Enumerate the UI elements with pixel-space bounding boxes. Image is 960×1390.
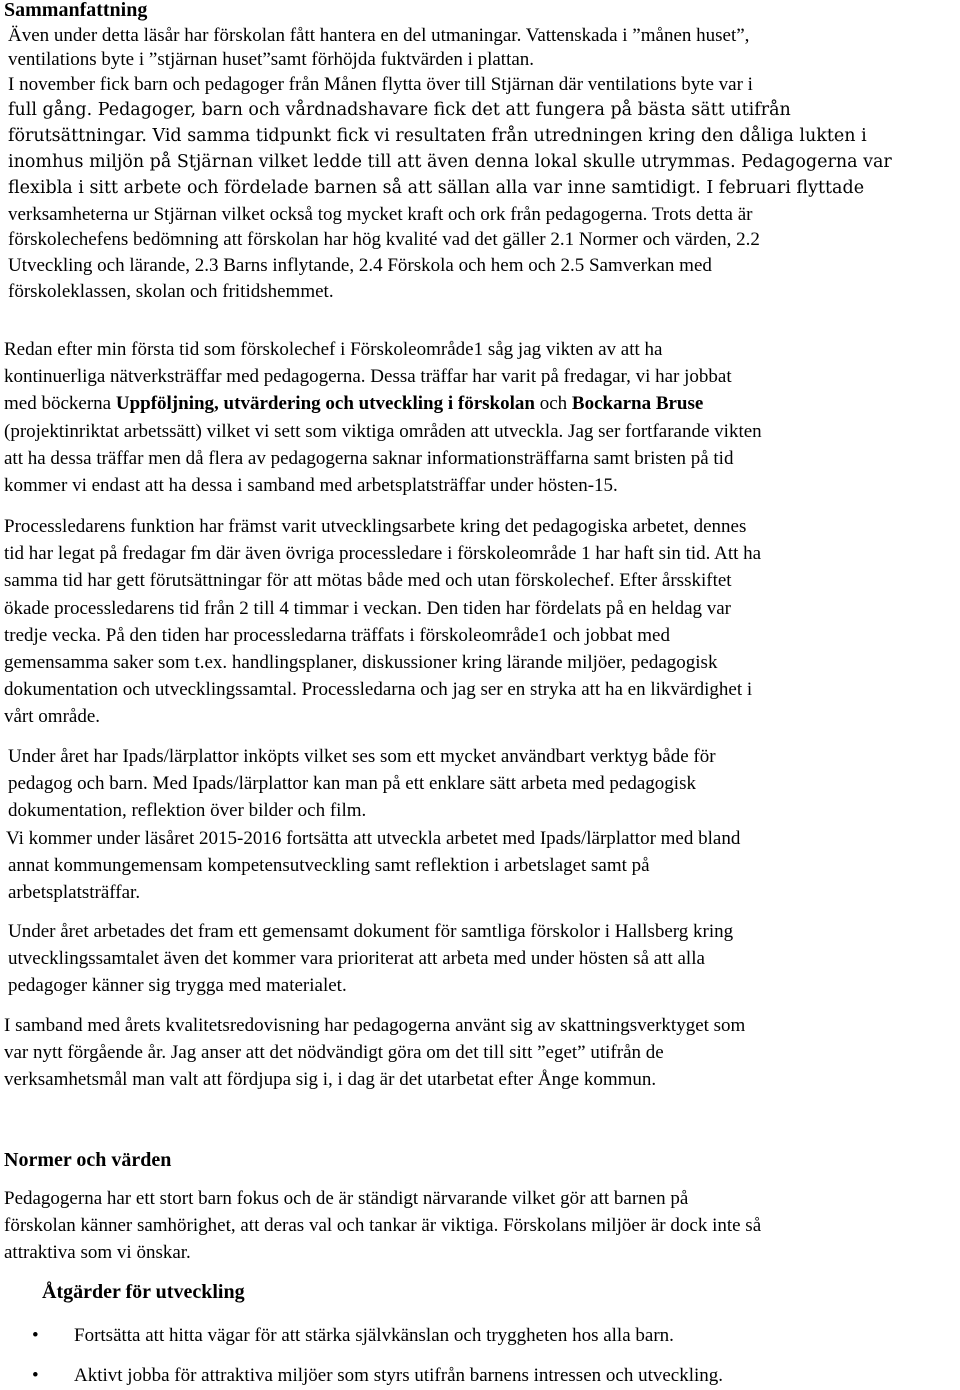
quality-line: verksamhetsmål man valt att fördjupa sig i, i dag är det utarbetat efter Ånge kommun. — [4, 1069, 657, 1091]
summary-line: förutsättningar. Vid samma tidpunkt fick vi resultaten från utredningen kring den dåliga lukten i — [8, 126, 867, 147]
list-item-text: Aktivt jobba för attraktiva miljöer som styrs utifrån barnens intressen och utveckling. — [74, 1365, 724, 1386]
summary-line: inomhus miljön på Stjärnan vilket ledde till att även denna lokal skulle utrymmas. Pedagogerna var — [8, 152, 892, 172]
summary-line: förskoleklassen, skolan och fritidshemmet. — [8, 280, 334, 302]
quality-line: var nytt förgående år. Jag anser att det nödvändigt göra om det till sitt ”eget” utifrån de — [4, 1042, 664, 1064]
summary-line: verksamheterna ur Stjärnan vilket också tog mycket kraft och ork från pedagogerna. Trots detta är — [8, 203, 753, 225]
book-title-1: Uppföljning, utvärdering och utveckling i förskolan — [115, 393, 535, 415]
process-paragraph — [4, 513, 761, 731]
norms-line: förskolan känner samhörighet, att deras val och tankar är viktiga. Förskolans miljöer är dock inte så — [4, 1215, 762, 1237]
process-line: samma tid har gett förutsättningar för att mötas både med och utan förskolechef. Efter årsskiftet — [4, 570, 732, 592]
list-item-text: Fortsätta att hitta vägar för att stärka självkänslan och tryggheten hos alla barn. — [74, 1325, 674, 1346]
network-text: med böckerna — [4, 393, 116, 415]
document-paragraph — [8, 918, 733, 1000]
process-line: Processledarens funktion har främst varit utvecklingsarbete kring det pedagogiska arbetet, dennes — [4, 516, 747, 537]
norms-paragraph — [4, 1185, 761, 1267]
norms-line: attraktiva som vi önskar. — [4, 1242, 191, 1264]
ipads-line: Under året har Ipads/lärplattor inköpts vilket ses som ett mycket användbart verktyg både för — [8, 746, 716, 767]
quality-line: I samband med årets kvalitetsredovisning har pedagogerna använt sig av skattningsverktyget som — [4, 1015, 746, 1036]
network-line — [4, 390, 762, 417]
ipads-paragraph — [8, 743, 740, 906]
process-line: gemensamma saker som t.ex. handlingsplaner, diskussioner kring lärande miljöer, pedagogisk — [4, 652, 718, 674]
process-line: tredje vecka. På den tiden har processledarna träffats i förskoleområde1 och jobbat med — [4, 624, 670, 646]
network-line: Redan efter min första tid som förskolechef i Förskoleområde1 såg jag vikten av att ha — [4, 339, 663, 360]
network-line: att ha dessa träffar men då flera av pedagogerna saknar informationsträffarna samt bristen på tid — [4, 447, 734, 469]
ipads-line: Vi kommer under läsåret 2015-2016 fortsätta att utveckla arbetet med Ipads/lärplattor med bland — [6, 827, 741, 849]
document-line: utvecklingssamtalet även det kommer vara prioriterat att arbeta med under hösten så att alla — [8, 948, 705, 970]
summary-line: Utveckling och lärande, 2.3 Barns inflytande, 2.4 Förskola och hem och 2.5 Samverkan med — [8, 255, 712, 277]
network-line: (projektinriktat arbetssätt) vilket vi sett som viktiga områden att utveckla. Jag ser fortfarande vikten — [4, 420, 762, 442]
document-line: pedagoger känner sig trygga med materialet. — [8, 975, 347, 997]
summary-line: Även under detta läsår har förskolan fått hantera en del utmaningar. Vattenskada i ”månen huset”, — [8, 25, 750, 46]
summary-line: förskolechefens bedömning att förskolan har hög kvalité vad det gäller 2.1 Normer och värden, 2.2 — [8, 229, 760, 251]
norms-line: Pedagogerna har ett stort barn fokus och de är ständigt närvarande vilket gör att barnen på — [4, 1188, 689, 1209]
process-line: vårt område. — [4, 706, 101, 728]
ipads-line: annat kommungemensam kompetensutveckling samt reflektion i arbetslaget samt på — [8, 854, 650, 876]
process-line: tid har legat på fredagar fm där även övriga processledare i förskoleområde 1 har haft sin tid. Att ha — [4, 543, 762, 565]
summary-line: full gång. Pedagoger, barn och vårdnadshavare fick det att fungera på bästa sätt utifrån — [8, 100, 791, 121]
bullet-icon: • — [32, 1365, 39, 1386]
network-line: kommer vi endast att ha dessa i samband med arbetsplatsträffar under hösten-15. — [4, 475, 618, 497]
summary-line: ventilations byte i ”stjärnan huset”samt förhöjda fuktvärden i plattan. — [8, 49, 535, 71]
actions-heading: Åtgärder för utveckling — [42, 1281, 245, 1303]
document-line: Under året arbetades det fram ett gemensamt dokument för samtliga förskolor i Hallsberg kring — [8, 921, 734, 942]
network-text: och — [534, 393, 572, 415]
ipads-line: arbetsplatsträffar. — [8, 882, 141, 904]
ipads-line: pedagog och barn. Med Ipads/lärplattor kan man på ett enklare sätt arbeta med pedagogisk — [8, 773, 696, 795]
book-title-2: Bockarna Bruse — [571, 393, 704, 415]
summary-line: flexibla i sitt arbete och fördelade barnen så att sällan alla var inne samtidigt. I februari flyttade — [8, 177, 865, 198]
summary-line: I november fick barn och pedagoger från Månen flytta över till Stjärnan där ventilations byte var i — [8, 74, 753, 96]
process-line: dokumentation och utvecklingssamtal. Processledarna och jag ser en stryka att ha en likvärdighet i — [4, 679, 753, 701]
bullet-icon: • — [32, 1325, 39, 1346]
network-line: kontinuerliga nätverksträffar med pedagogerna. Dessa träffar har varit på fredagar, vi har jobbat — [4, 366, 732, 388]
process-line: ökade processledarens tid från 2 till 4 timmar i veckan. Den tiden har fördelats på en heldag var — [4, 597, 732, 619]
summary-paragraph — [8, 22, 892, 305]
norms-heading: Normer och värden — [4, 1149, 172, 1171]
network-paragraph — [4, 336, 762, 499]
ipads-line: dokumentation, reflektion över bilder och film. — [8, 800, 367, 822]
summary-heading: Sammanfattning — [4, 0, 148, 21]
quality-paragraph — [4, 1012, 745, 1094]
